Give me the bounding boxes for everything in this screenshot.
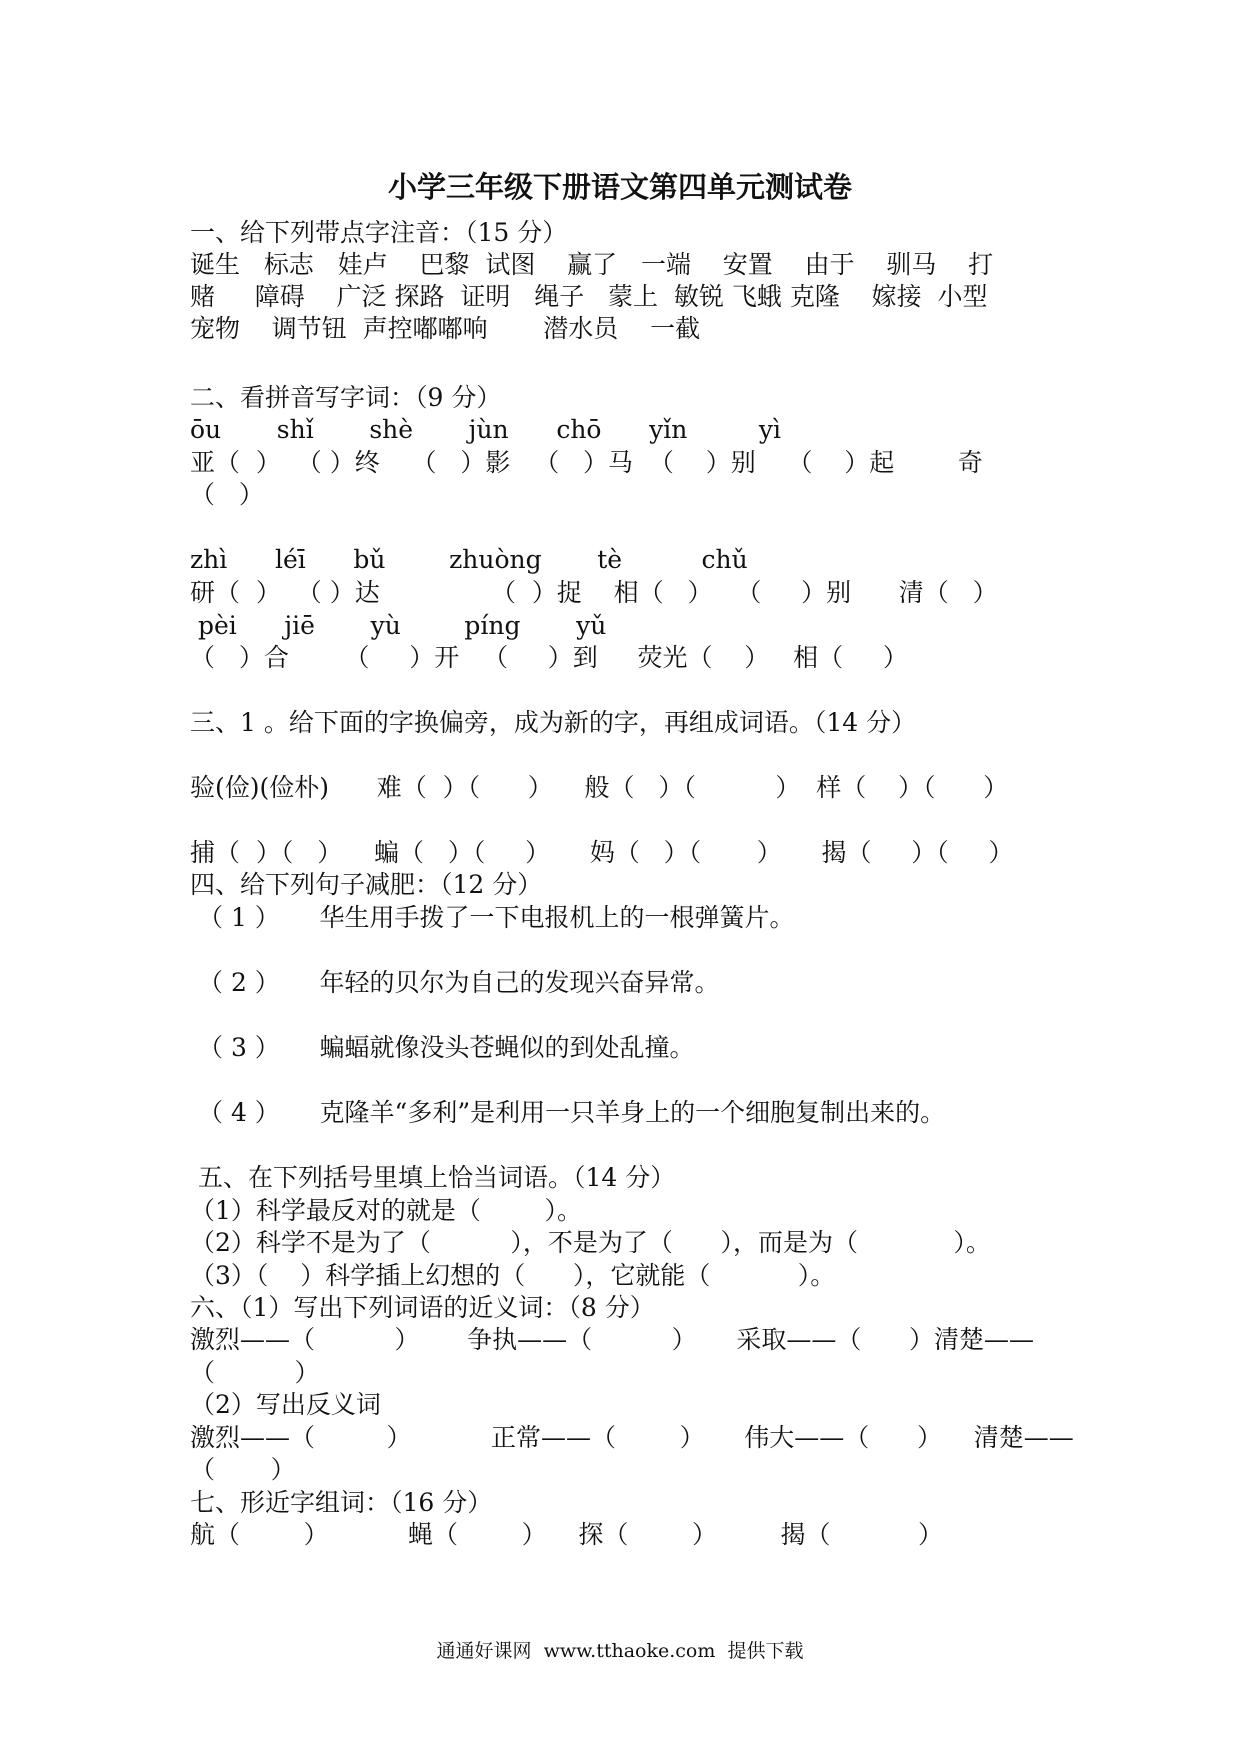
q2-pinyin-row: zhì léī bǔ zhuòng tè chǔ — [190, 545, 748, 574]
q5-line: （3）（ ）科学插上幻想的（ ），它就能（ ）。 — [190, 1261, 836, 1290]
q3-heading: 三、1 。给下面的字换偏旁，成为新的字，再组成词语。（14 分） — [190, 708, 917, 737]
q2-answer-row: （ ） — [190, 480, 264, 509]
q7-heading: 七、形近字组词：（16 分） — [190, 1488, 493, 1517]
q2-answer-row: 亚（ ） （ ）终 （ ）影 （ ）马 （ ）别 （ ）起 奇 — [190, 448, 983, 477]
q1-line: 诞生 标志 娃卢 巴黎 试图 赢了 一端 安置 由于 驯马 打 — [190, 250, 994, 279]
q1-line: 宠物 调节钮 声控嘟嘟响 潜水员 一截 — [190, 314, 701, 343]
q3-line: 验(俭)(俭朴) 难（ ）（ ） 般（ ）（ ） 样（ ）（ ） — [190, 773, 1009, 802]
q3-line: 捕（ ）（ ） 蝙（ ）（ ） 妈（ ）（ ） 揭（ ）（ ） — [190, 838, 1014, 867]
q6-heading: 六、（1）写出下列词语的近义词：（8 分） — [190, 1293, 655, 1322]
q1-heading: 一、给下列带点字注音：（15 分） — [190, 218, 568, 247]
q5-line: （1）科学最反对的就是（ ）。 — [190, 1196, 582, 1225]
q2-heading: 二、看拼音写字词：（9 分） — [190, 383, 502, 412]
q4-item: （ 3 ） 蝙蝠就像没头苍蝇似的到处乱撞。 — [198, 1033, 695, 1062]
q4-heading: 四、给下列句子减肥：（12 分） — [190, 870, 543, 899]
q2-pinyin-row: ōu shǐ shè jùn chō yǐn yì — [190, 415, 782, 444]
q7-line: 航（ ） 蝇（ ） 探（ ） 揭（ ） — [190, 1520, 943, 1549]
q6-line: （ ） — [190, 1455, 296, 1484]
footer-credit: 通通好课网 www.tthaoke.com 提供下载 — [436, 1640, 804, 1662]
q2-answer-row: （ ）合 （ ）开 （ ）到 荧光（ ） 相（ ） — [190, 643, 908, 672]
q6-line: 激烈——（ ） 正常——（ ） 伟大——（ ） 清楚—— — [190, 1423, 1074, 1452]
q1-line: 赌 障碍 广泛 探路 证明 绳子 蒙上 敏锐 飞蛾 克隆 嫁接 小型 — [190, 282, 988, 311]
q6-line: （2）写出反义词 — [190, 1390, 381, 1419]
q4-item: （ 4 ） 克隆羊“多利”是利用一只羊身上的一个细胞复制出来的。 — [198, 1098, 946, 1127]
q6-line: （ ） — [190, 1358, 320, 1387]
q5-line: （2）科学不是为了（ ），不是为了（ ），而是为（ ）。 — [190, 1228, 991, 1257]
q2-answer-row: 研（ ） （ ）达 （ ）捉 相（ ） （ ）别 清（ ） — [190, 578, 998, 607]
q4-item: （ 2 ） 年轻的贝尔为自己的发现兴奋异常。 — [198, 968, 720, 997]
q2-pinyin-row: pèi jiē yù píng yǔ — [190, 611, 607, 640]
q6-line: 激烈——（ ） 争执——（ ） 采取——（ ）清楚—— — [190, 1325, 1035, 1354]
q5-heading: 五、在下列括号里填上恰当词语。（14 分） — [198, 1163, 676, 1192]
page-title: 小学三年级下册语文第四单元测试卷 — [387, 170, 852, 204]
q4-item: （ 1 ） 华生用手拨了一下电报机上的一根弹簧片。 — [198, 903, 795, 932]
